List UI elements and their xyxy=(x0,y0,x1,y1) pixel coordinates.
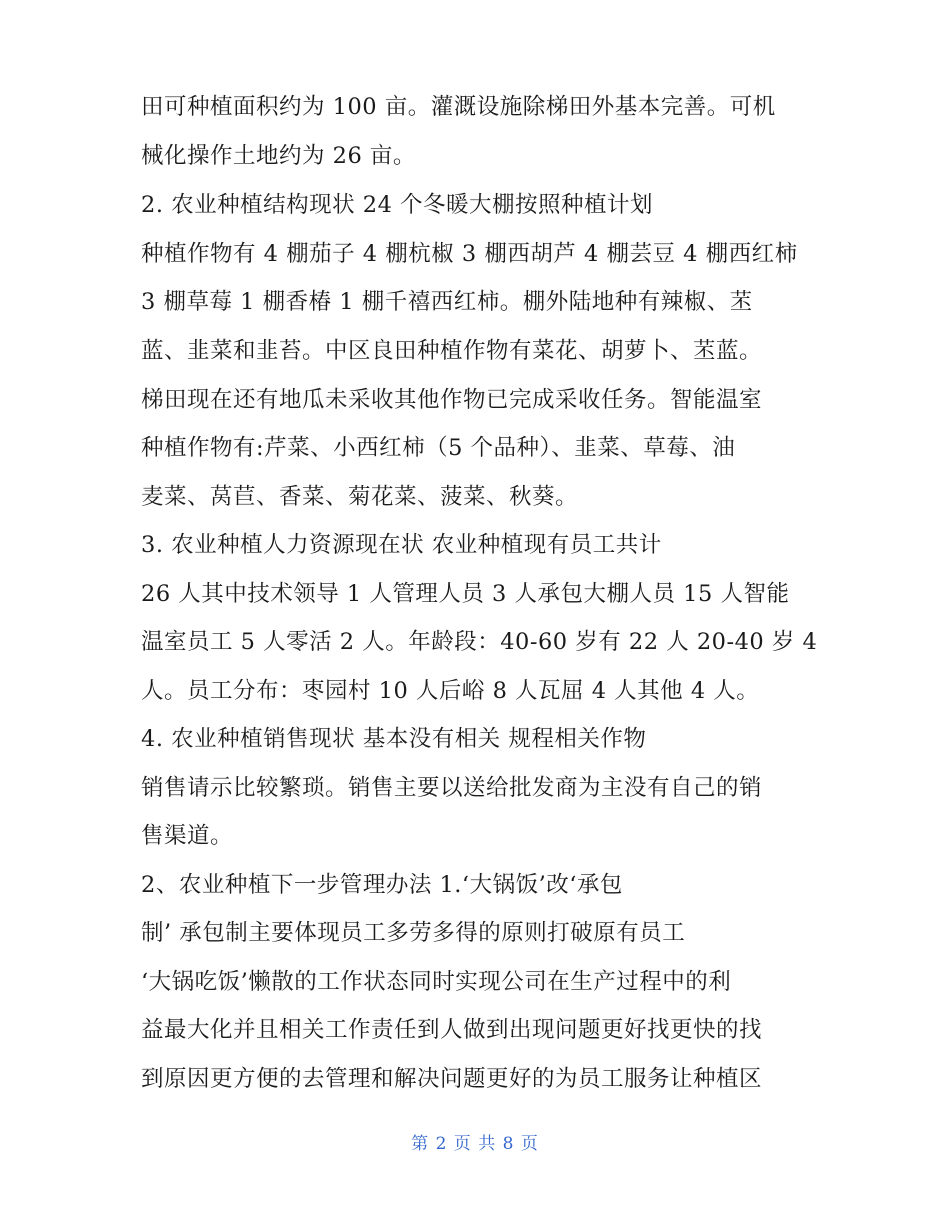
page-number-footer: 第 2 页 共 8 页 xyxy=(411,1134,539,1154)
text-line: 2. 农业种植结构现状 24 个冬暖大棚按照种植计划 xyxy=(141,192,654,218)
text-line: 2、农业种植下一步管理办法 1.‘大锅饭’改‘承包 xyxy=(141,872,623,898)
text-line: ‘大锅吃饭’懒散的工作状态同时实现公司在生产过程中的利 xyxy=(141,969,732,995)
text-line: 械化操作土地约为 26 亩。 xyxy=(141,143,416,169)
text-line: 3. 农业种植人力资源现在状 农业种植现有员工共计 xyxy=(141,532,662,558)
text-line: 麦菜、莴苣、香菜、菊花菜、菠菜、秋葵。 xyxy=(141,484,579,510)
text-line: 种植作物有 4 棚茄子 4 棚杭椒 3 棚西胡芦 4 棚芸豆 4 棚西红柿 xyxy=(141,241,798,267)
text-line: 人。员工分布：枣园村 10 人后峪 8 人瓦屈 4 人其他 4 人。 xyxy=(141,678,760,704)
text-line: 制’ 承包制主要体现员工多劳多得的原则打破原有员工 xyxy=(141,920,686,946)
text-line: 到原因更方便的去管理和解决问题更好的为员工服务让种植区 xyxy=(141,1066,763,1092)
text-line: 26 人其中技术领导 1 人管理人员 3 人承包大棚人员 15 人智能 xyxy=(141,581,790,607)
text-line: 种植作物有:芹菜、小西红柿（5 个品种）、韭菜、草莓、油 xyxy=(141,435,736,461)
text-line: 益最大化并且相关工作责任到人做到出现问题更好找更快的找 xyxy=(141,1017,763,1043)
text-line: 销售请示比较繁琐。销售主要以送给批发商为主没有自己的销 xyxy=(141,775,763,801)
text-line: 4. 农业种植销售现状 基本没有相关 规程相关作物 xyxy=(141,726,647,752)
text-line: 3 棚草莓 1 棚香椿 1 棚千禧西红柿。棚外陆地种有辣椒、苤 xyxy=(141,289,753,315)
text-line: 田可种植面积约为 100 亩。灌溉设施除梯田外基本完善。可机 xyxy=(141,94,776,120)
text-line: 温室员工 5 人零活 2 人。年龄段：40-60 岁有 22 人 20-40 岁 4 xyxy=(141,629,818,655)
text-line: 蓝、韭菜和韭苔。中区良田种植作物有菜花、胡萝卜、苤蓝。 xyxy=(141,338,763,364)
text-line: 梯田现在还有地瓜未采收其他作物已完成采收任务。智能温室 xyxy=(141,387,763,413)
text-line: 售渠道。 xyxy=(141,823,234,849)
